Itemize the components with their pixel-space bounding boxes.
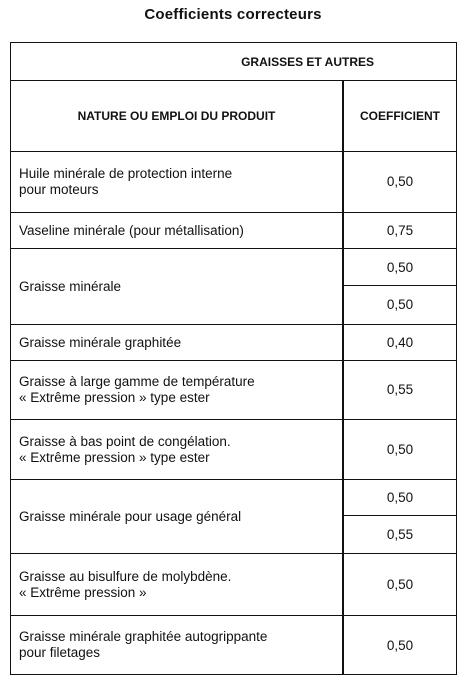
table-row — [11, 213, 456, 249]
row-value: 0,55 — [386, 526, 414, 542]
column-header-product: NATURE OU EMPLOI DU PRODUIT — [11, 80, 342, 152]
table-row — [11, 152, 456, 213]
row-value: 0,50 — [386, 297, 414, 312]
table-row — [11, 325, 456, 361]
row-value: 0,50 — [386, 576, 414, 592]
row-value: 0,55 — [386, 382, 414, 397]
row-label: Vaseline minérale (pour métallisation) — [19, 222, 244, 238]
table-row — [11, 420, 456, 480]
column-header-coefficient: COEFFICIENT — [344, 80, 456, 152]
row-value: 0,50 — [386, 174, 414, 189]
row-label: Graisse à large gamme de température « Extrême pression » type ester — [19, 374, 255, 405]
row-label: Graisse au bisulfure de molybdène. « Extrême pression » — [19, 568, 232, 600]
row-value: 0,40 — [386, 334, 414, 350]
section-header-label: GRAISSES ET AUTRES — [241, 55, 374, 69]
row-value: 0,50 — [344, 249, 456, 286]
row-label: Graisse minérale graphitée autogrippante pour filetages — [19, 629, 268, 660]
row-label: Huile minérale de protection interne pour moteurs — [19, 166, 233, 197]
row-value: 0,50 — [386, 441, 414, 457]
row-value: 0,50 — [386, 637, 414, 653]
table-row — [11, 616, 456, 674]
row-value: 0,50 — [344, 480, 456, 516]
row-label: Graisse minérale pour usage général — [19, 508, 242, 524]
row-label: Graisse minérale graphitée — [19, 334, 182, 350]
table-row — [11, 249, 456, 325]
page-title: Coefficients correcteurs — [144, 6, 322, 23]
row-label: Graisse à bas point de congélation. « Extrême pression » type ester — [19, 433, 231, 465]
row-value: 0,75 — [386, 222, 414, 238]
table-row — [11, 554, 456, 616]
table-row — [11, 361, 456, 420]
row-label: Graisse minérale — [19, 278, 122, 294]
coefficient-table — [10, 42, 457, 675]
section-header — [11, 43, 456, 81]
table-row — [11, 480, 456, 554]
